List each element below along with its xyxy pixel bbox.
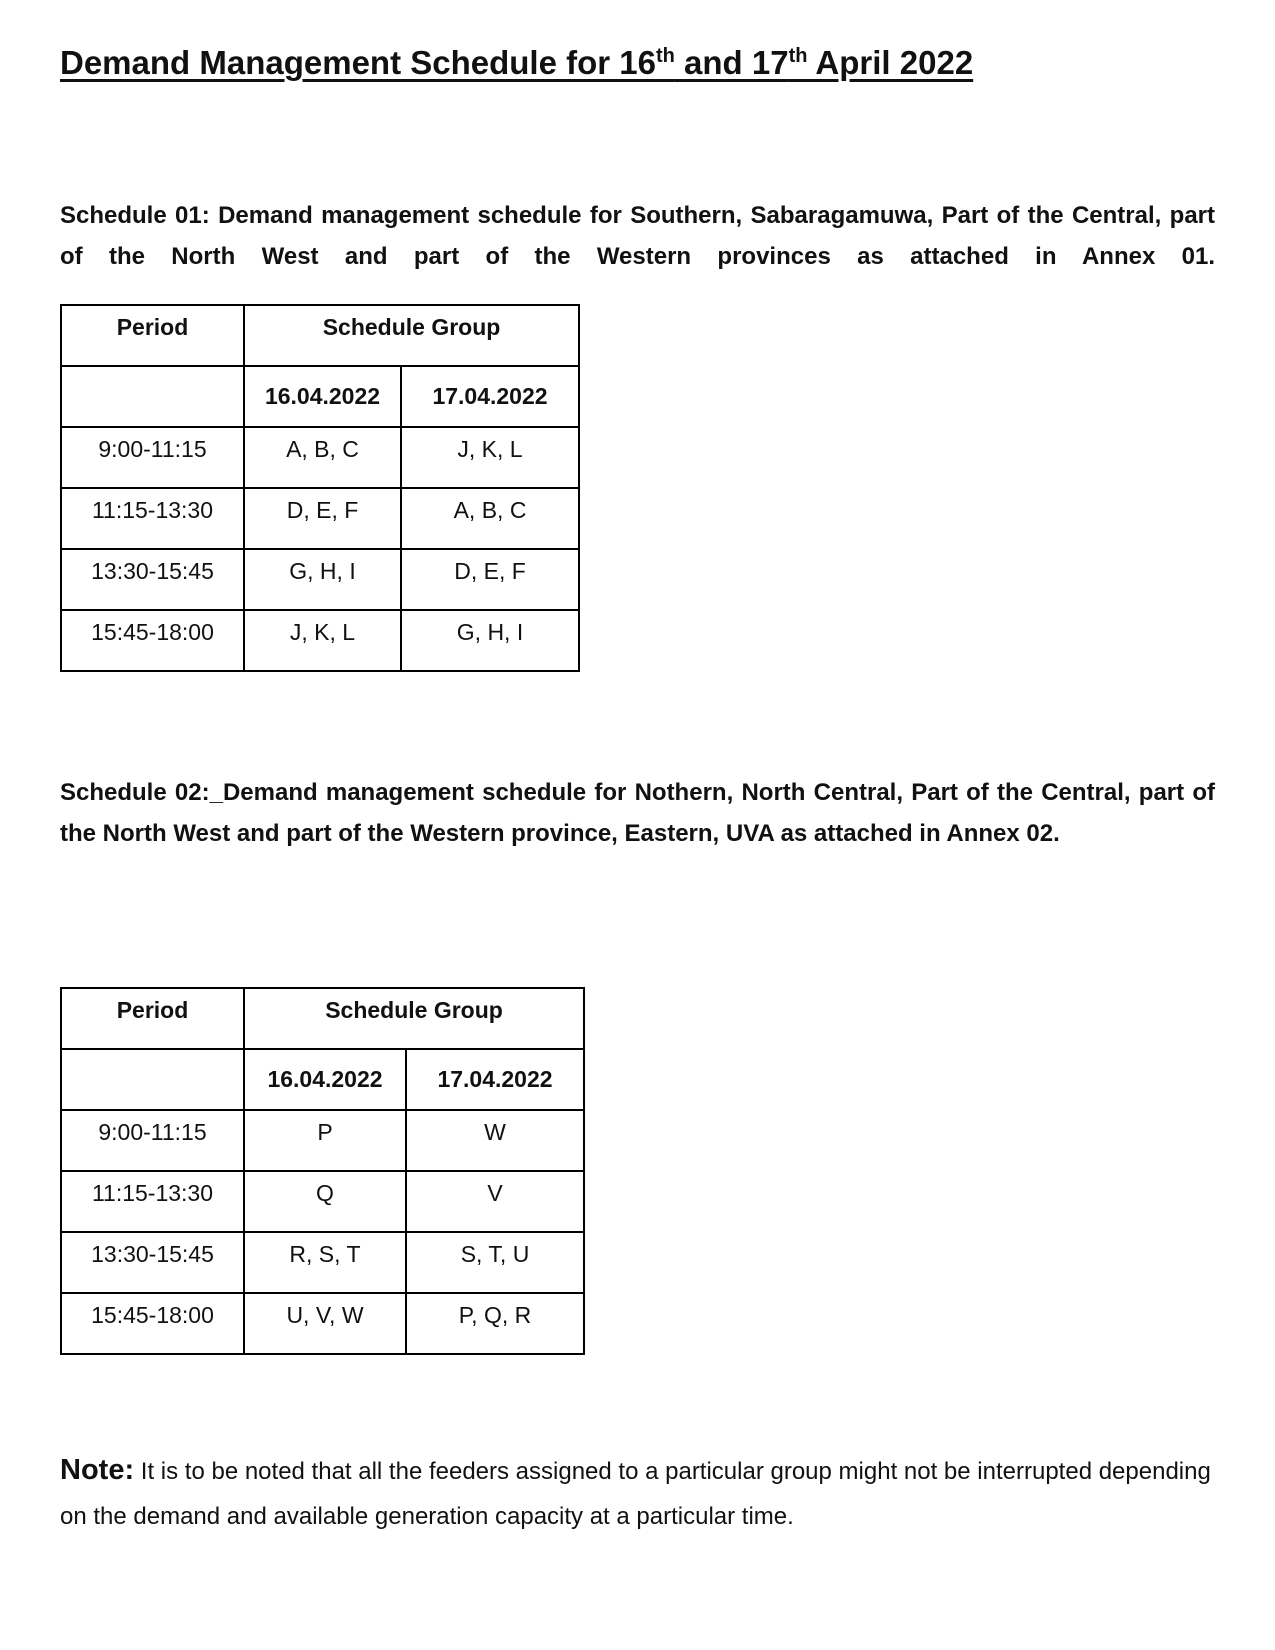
group-cell: G, H, I bbox=[401, 610, 579, 671]
table-row bbox=[61, 427, 579, 488]
table-row bbox=[61, 488, 579, 549]
note-label: Note: bbox=[60, 1454, 135, 1486]
group-cell: V bbox=[406, 1171, 584, 1232]
date-header: 16.04.2022 bbox=[244, 366, 401, 427]
date-header: 17.04.2022 bbox=[401, 366, 579, 427]
table-row bbox=[61, 1232, 584, 1293]
note bbox=[60, 1448, 1220, 1539]
note-text: It is to be noted that all the feeders assigned to a particular group might not be interrupted depending on the demand and available generation capacity at a particular time. bbox=[60, 1458, 1211, 1530]
empty-cell bbox=[61, 1049, 244, 1110]
table-row bbox=[61, 1171, 584, 1232]
date-header: 16.04.2022 bbox=[244, 1049, 406, 1110]
period-cell: 15:45-18:00 bbox=[61, 1293, 244, 1354]
schedule-02-table bbox=[60, 987, 585, 1355]
table-row bbox=[61, 1110, 584, 1171]
period-cell: 9:00-11:15 bbox=[61, 1110, 244, 1171]
period-cell: 9:00-11:15 bbox=[61, 427, 244, 488]
group-cell: A, B, C bbox=[244, 427, 401, 488]
date-header: 17.04.2022 bbox=[406, 1049, 584, 1110]
group-cell: S, T, U bbox=[406, 1232, 584, 1293]
page-title: Demand Management Schedule for 16th and 17th April 2022 bbox=[60, 44, 974, 81]
period-header: Period bbox=[61, 305, 244, 366]
group-cell: W bbox=[406, 1110, 584, 1171]
group-cell: P, Q, R bbox=[406, 1293, 584, 1354]
group-cell: J, K, L bbox=[244, 610, 401, 671]
table-row bbox=[61, 610, 579, 671]
group-cell: Q bbox=[244, 1171, 406, 1232]
schedule-01-table bbox=[60, 304, 580, 672]
schedule-01-description: Schedule 01: Demand management schedule for Southern, Sabaragamuwa, Part of the Central, part of the North West and part of the Western provinces as attached in Annex 01. bbox=[60, 202, 1215, 270]
schedule-02-description: Schedule 02:_Demand management schedule for Nothern, North Central, Part of the Central, part of the North West and part of the Western province, Eastern, UVA as attached in Annex 02. bbox=[60, 779, 1215, 847]
group-cell: D, E, F bbox=[401, 549, 579, 610]
period-cell: 13:30-15:45 bbox=[61, 1232, 244, 1293]
schedule-group-header: Schedule Group bbox=[244, 988, 584, 1049]
period-cell: 13:30-15:45 bbox=[61, 549, 244, 610]
period-cell: 15:45-18:00 bbox=[61, 610, 244, 671]
table-row bbox=[61, 549, 579, 610]
group-cell: R, S, T bbox=[244, 1232, 406, 1293]
table-row bbox=[61, 1293, 584, 1354]
group-cell: G, H, I bbox=[244, 549, 401, 610]
empty-cell bbox=[61, 366, 244, 427]
period-cell: 11:15-13:30 bbox=[61, 488, 244, 549]
group-cell: U, V, W bbox=[244, 1293, 406, 1354]
group-cell: J, K, L bbox=[401, 427, 579, 488]
group-cell: P bbox=[244, 1110, 406, 1171]
group-cell: D, E, F bbox=[244, 488, 401, 549]
schedule-group-header: Schedule Group bbox=[244, 305, 579, 366]
period-cell: 11:15-13:30 bbox=[61, 1171, 244, 1232]
period-header: Period bbox=[61, 988, 244, 1049]
group-cell: A, B, C bbox=[401, 488, 579, 549]
